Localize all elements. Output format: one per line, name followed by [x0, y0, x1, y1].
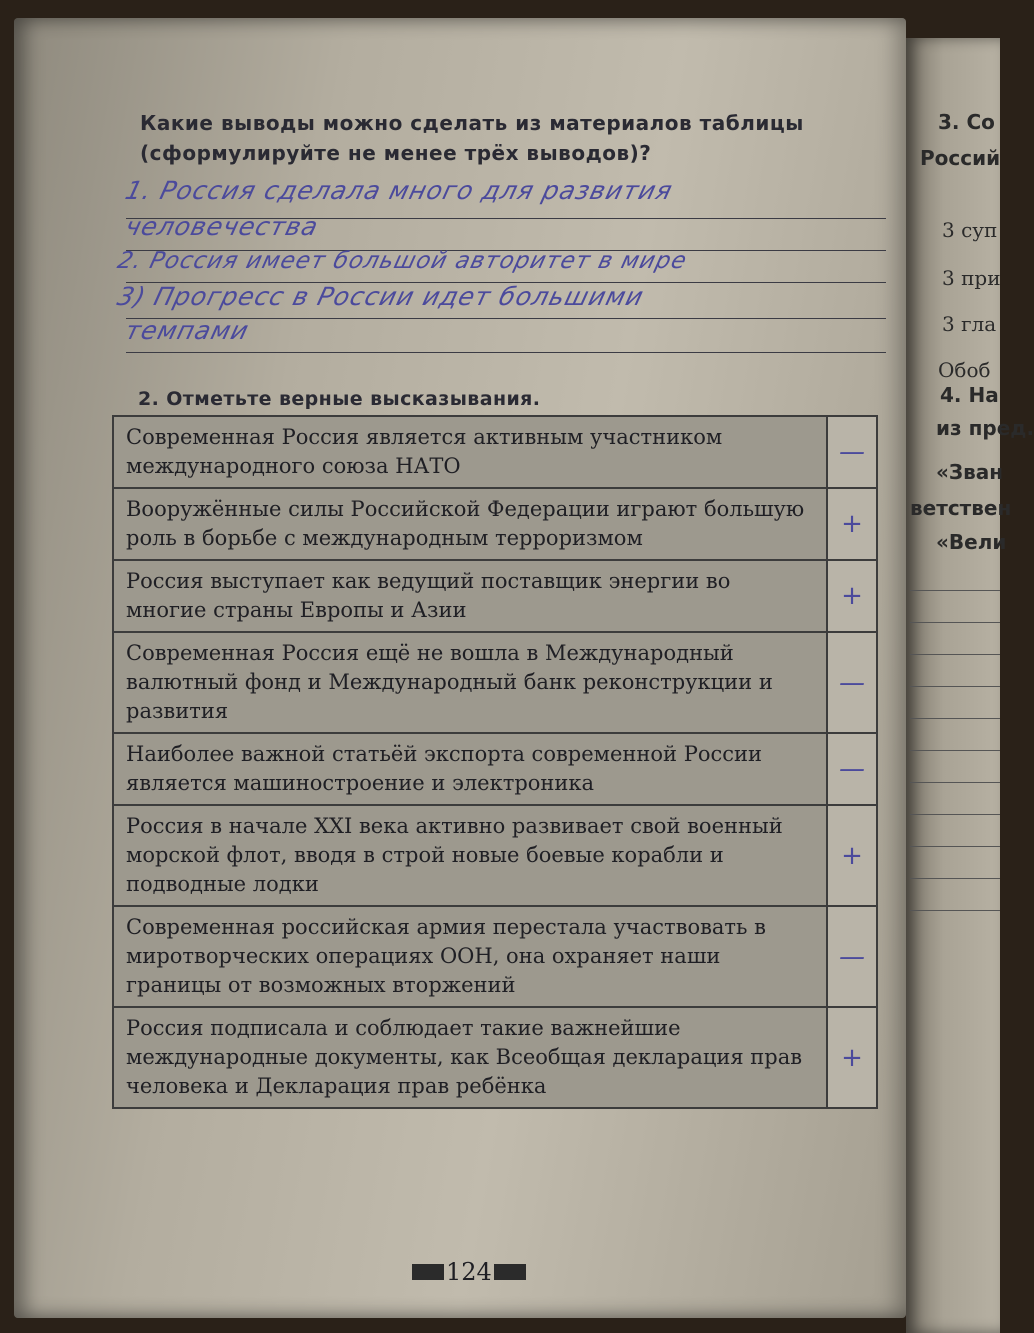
- right-page-text: 3 гла: [942, 312, 997, 336]
- right-page-text: Россий: [920, 146, 1001, 170]
- page-number-bar-left: [412, 1264, 444, 1280]
- statement-mark[interactable]: +: [828, 1008, 876, 1107]
- right-page-line: [910, 910, 1000, 911]
- statement-text: Наиболее важной статьёй экспорта современной России является машиностроение и электроника: [114, 734, 828, 804]
- table-row: [114, 417, 876, 489]
- right-page-text: 3 при: [942, 266, 1001, 290]
- table-row: [114, 734, 876, 806]
- right-page-line: [910, 878, 1000, 879]
- right-page-line: [910, 846, 1000, 847]
- right-page-text: «Вели: [936, 530, 1007, 554]
- statement-text: Современная Россия является активным участником международного союза НАТО: [114, 417, 828, 487]
- right-page-text: «Зван: [936, 460, 1004, 484]
- right-page-line: [910, 622, 1000, 623]
- table-row: [114, 561, 876, 633]
- right-page-text: 3 суп: [942, 218, 998, 242]
- page-number-text: 124: [446, 1258, 492, 1286]
- statement-text: Россия подписала и соблюдает такие важнейшие международные документы, как Всеобщая декларация прав человека и Декларация прав ребёнка: [114, 1008, 828, 1107]
- table-row: [114, 907, 876, 1008]
- handwritten-answer: 1. Россия сделала много для развития: [122, 176, 676, 205]
- right-page-text: ветствен: [910, 496, 1012, 520]
- right-page-text: Обоб: [938, 358, 991, 382]
- statement-text: Россия в начале XXI века активно развивает свой военный морской флот, вводя в строй новые боевые корабли и подводные лодки: [114, 806, 828, 905]
- right-page-line: [910, 782, 1000, 783]
- statement-mark[interactable]: —: [828, 417, 876, 487]
- handwritten-answer: человечества: [122, 212, 322, 241]
- statement-text: Вооружённые силы Российской Федерации играют большую роль в борьбе с международным терроризмом: [114, 489, 828, 559]
- statement-mark[interactable]: —: [828, 907, 876, 1006]
- right-page-line: [910, 686, 1000, 687]
- right-page-text: 3. Со: [938, 110, 995, 134]
- handwritten-answer: темпами: [122, 316, 253, 345]
- left-page: [14, 18, 906, 1318]
- statement-mark[interactable]: —: [828, 633, 876, 732]
- answer-line: [126, 352, 886, 353]
- right-page: [906, 38, 1034, 1333]
- task-title: 2. Отметьте верные высказывания.: [138, 388, 541, 410]
- table-row: [114, 806, 876, 907]
- handwritten-answer: 2. Россия имеет большой авторитет в мире: [114, 248, 690, 274]
- question-text: [140, 108, 900, 168]
- right-page-line: [910, 718, 1000, 719]
- right-page-line: [910, 654, 1000, 655]
- statement-mark[interactable]: +: [828, 806, 876, 905]
- page-number: [412, 1258, 526, 1286]
- statement-text: Россия выступает как ведущий поставщик энергии во многие страны Европы и Азии: [114, 561, 828, 631]
- statement-mark[interactable]: +: [828, 489, 876, 559]
- table-row: [114, 1008, 876, 1107]
- table-row: [114, 633, 876, 734]
- page-number-bar-right: [494, 1264, 526, 1280]
- handwritten-answer: 3) Прогресс в России идет большими: [114, 282, 648, 311]
- table-row: [114, 489, 876, 561]
- question-line-1: Какие выводы можно сделать из материалов таблицы: [140, 111, 804, 135]
- question-line-2: (сформулируйте не менее трёх выводов)?: [140, 141, 652, 165]
- right-page-line: [910, 590, 1000, 591]
- right-page-text: из пред.: [936, 416, 1034, 440]
- statement-text: Современная российская армия перестала участвовать в миротворческих операциях ООН, она охраняет наши границы от возможных вторжений: [114, 907, 828, 1006]
- statements-table: [112, 415, 878, 1109]
- statement-mark[interactable]: —: [828, 734, 876, 804]
- right-page-line: [910, 750, 1000, 751]
- right-page-line: [910, 814, 1000, 815]
- right-page-text: 4. На: [940, 383, 999, 407]
- statement-text: Современная Россия ещё не вошла в Международный валютный фонд и Международный банк реконструкции и развития: [114, 633, 828, 732]
- statement-mark[interactable]: +: [828, 561, 876, 631]
